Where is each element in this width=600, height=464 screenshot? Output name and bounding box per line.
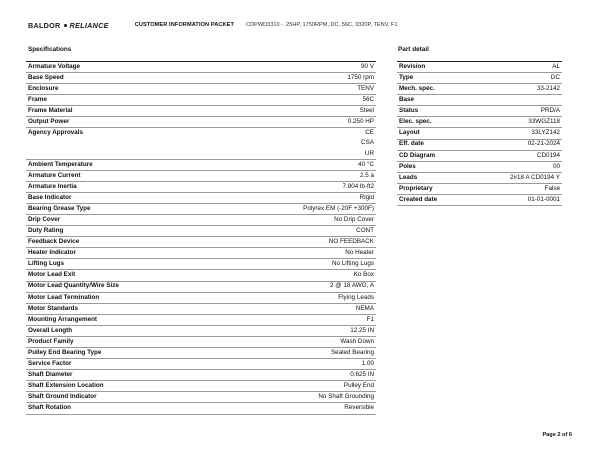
table-row (26, 248, 376, 259)
row-value: 0.625 IN (222, 370, 376, 381)
table-row (26, 237, 376, 248)
row-value: 56C (222, 95, 376, 106)
row-value: False (469, 183, 562, 194)
row-label: Agency Approvals (28, 129, 84, 137)
row-value: 90 V (222, 62, 376, 73)
document-header (28, 18, 580, 32)
row-label: Motor Standards (26, 303, 222, 314)
row-label: Leads (397, 172, 469, 183)
row-value: Reversible (222, 403, 376, 414)
row-label: Motor Lead Quantity/Wire Size (26, 281, 222, 292)
table-row (397, 117, 562, 128)
row-label: Bearing Grease Type (26, 204, 222, 215)
row-label: Armature Inertia (26, 181, 222, 192)
row-label: Motor Lead Termination (26, 292, 222, 303)
row-label: Created date (397, 194, 469, 205)
row-value: No Heater (222, 248, 376, 259)
table-row (397, 150, 562, 161)
row-value: Polyrex EM (-20F +300F) (222, 204, 376, 215)
brand-left: BALDOR (28, 20, 61, 30)
table-row (26, 392, 376, 403)
row-label: Overall Length (26, 325, 222, 336)
table-row (26, 336, 376, 347)
row-value: Ko Box (222, 270, 376, 281)
row-label: Shaft Rotation (26, 403, 222, 414)
table-row (26, 204, 376, 215)
table-row (26, 139, 376, 149)
row-value: 2#18 A CD0194 Y (469, 172, 562, 183)
row-value: Rigid (222, 192, 376, 203)
table-row (397, 62, 562, 73)
table-row (397, 84, 562, 95)
row-label: Poles (397, 161, 469, 172)
table-row (26, 159, 376, 170)
table-row (26, 62, 376, 73)
table-row (26, 106, 376, 117)
row-label: Armature Current (26, 170, 222, 181)
table-row (26, 381, 376, 392)
row-value: 00 (469, 161, 562, 172)
row-label: Enclosure (26, 84, 222, 95)
row-label: Ambient Temperature (26, 159, 222, 170)
row-value: Wash Down (222, 336, 376, 347)
row-value: 12.25 IN (222, 325, 376, 336)
row-label: Frame (26, 95, 222, 106)
row-label (26, 139, 222, 149)
row-label: Frame Material (26, 106, 222, 117)
row-value: NEMA (222, 303, 376, 314)
row-label: Lifting Lugs (26, 259, 222, 270)
row-value: No Shaft Grounding (222, 392, 376, 403)
row-value: No Lifting Lugs (222, 259, 376, 270)
row-label: Eff. date (397, 139, 469, 150)
row-value: 2 @ 18 AWG, A (222, 281, 376, 292)
row-label: Duty Rating (26, 226, 222, 237)
row-value: 33-2142 (469, 84, 562, 95)
row-label: Output Power (26, 117, 222, 128)
row-value: 1.00 (222, 359, 376, 370)
table-row (26, 181, 376, 192)
row-label: CD Diagram (397, 150, 469, 161)
table-row (397, 128, 562, 139)
table-row (26, 84, 376, 95)
row-value: 7.804 lb-ft2 (222, 181, 376, 192)
table-row (397, 172, 562, 183)
table-row (397, 73, 562, 84)
row-label: Revision (397, 62, 469, 73)
table-row (26, 95, 376, 106)
row-label: Product Family (26, 336, 222, 347)
table-row (26, 303, 376, 314)
table-row (26, 73, 376, 84)
table-row (26, 192, 376, 203)
row-value: CONT (222, 226, 376, 237)
row-label: Motor Lead Exit (26, 270, 222, 281)
row-value: TENV (222, 84, 376, 95)
table-row (26, 348, 376, 359)
row-value: NO FEEDBACK (222, 237, 376, 248)
packet-title: CUSTOMER INFORMATION PACKET (134, 22, 235, 28)
row-value: DC (469, 73, 562, 84)
table-row (26, 226, 376, 237)
brand-right: RELIANCE (69, 20, 109, 30)
row-value: 0.250 HP (222, 117, 376, 128)
table-row (26, 149, 376, 160)
row-label: Base Speed (26, 73, 222, 84)
row-value: CE (365, 129, 374, 137)
row-value: 01-01-0001 (469, 194, 562, 205)
table-row (397, 95, 562, 106)
table-row (397, 161, 562, 172)
row-label: Elec. spec. (397, 117, 469, 128)
table-row (397, 139, 562, 150)
specifications-table (26, 61, 376, 415)
row-value: Sealed Bearing (222, 348, 376, 359)
row-label: Feedback Device (26, 237, 222, 248)
row-label: Drip Cover (26, 215, 222, 226)
model-line: CDPWD3310 - .25HP, 1750RPM, DC, 56C, 3320P, TENV, F1 (246, 22, 398, 28)
table-row (26, 270, 376, 281)
row-value: No Drip Cover (222, 215, 376, 226)
table-row (397, 194, 562, 205)
page-number: Page 2 of 6 (542, 432, 572, 438)
row-value: UR (222, 149, 376, 160)
row-value: 02-21-2024 (469, 139, 562, 150)
table-row (26, 325, 376, 336)
row-value: CSA (361, 139, 374, 147)
row-label: Shaft Diameter (26, 370, 222, 381)
row-label: Armature Voltage (26, 62, 222, 73)
table-row (26, 359, 376, 370)
table-row (26, 370, 376, 381)
row-value: 33LYZ142 (469, 128, 562, 139)
row-value: 40 °C (222, 159, 376, 170)
table-row (26, 403, 376, 414)
row-label: Layout (397, 128, 469, 139)
row-label: Type (397, 73, 469, 84)
table-row (26, 117, 376, 128)
row-value: PRD/A (469, 106, 562, 117)
row-label: Base Indicator (26, 192, 222, 203)
row-value: 2.5 a (222, 170, 376, 181)
part-detail-table (397, 61, 562, 206)
table-row (397, 183, 562, 194)
row-label: Shaft Extension Location (26, 381, 222, 392)
row-label: Service Factor (26, 359, 222, 370)
brand-separator-dot (64, 24, 67, 27)
table-row (26, 292, 376, 303)
row-value: Steel (222, 106, 376, 117)
row-label: Mounting Arrangement (26, 314, 222, 325)
specifications-title: Specifications (28, 46, 72, 53)
part-detail-title: Part detail (398, 46, 429, 53)
row-label: Proprietary (397, 183, 469, 194)
row-value (469, 95, 562, 106)
row-value: F1 (222, 314, 376, 325)
row-label: Mech. spec. (397, 84, 469, 95)
table-row (26, 170, 376, 181)
brand-logo (28, 21, 109, 30)
row-value: Flying Leads (222, 292, 376, 303)
row-value: 1750 rpm (222, 73, 376, 84)
row-value: Pulley End (222, 381, 376, 392)
table-row (26, 281, 376, 292)
table-row (26, 314, 376, 325)
row-label: Shaft Ground Indicator (26, 392, 222, 403)
table-row (26, 259, 376, 270)
table-row (26, 128, 376, 139)
row-value: AL (469, 62, 562, 73)
table-row (26, 215, 376, 226)
row-value: 33WGZ118 (469, 117, 562, 128)
table-row (397, 106, 562, 117)
row-label (26, 149, 222, 160)
row-label: Status (397, 106, 469, 117)
row-label: Base (397, 95, 469, 106)
row-label: Pulley End Bearing Type (26, 348, 222, 359)
row-value: CD0194 (469, 150, 562, 161)
row-label: Heater Indicator (26, 248, 222, 259)
